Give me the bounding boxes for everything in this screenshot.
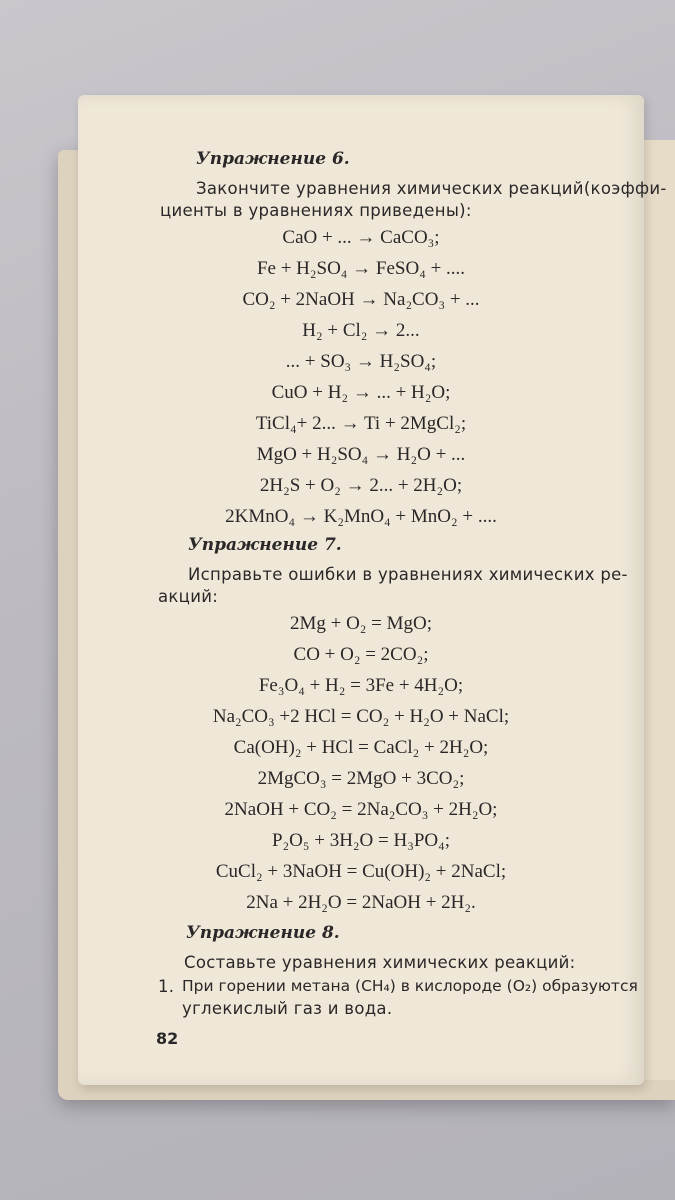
ex7-equation: 2Na + 2H₂O = 2NaOH + 2H₂. (246, 892, 476, 913)
ex6-equation: ... + SO₃ → H₂SO₄; (285, 351, 437, 372)
ex7-equation: Fe₃O₄ + H₂ = 3Fe + 4H₂O; (258, 675, 464, 696)
ex7-equation: CO + O₂ = 2CO₂; (293, 644, 429, 665)
exercise-6-text-line2: циенты в уравнениях приведены): (160, 201, 472, 220)
ex7-equation: 2Mg + O₂ = MgO; (289, 613, 433, 634)
ex6-equation: CO₂ + 2NaOH → Na₂CO₃ + ... (242, 289, 480, 310)
page-number: 82 (156, 1029, 179, 1048)
exercise-7-text-line2: акций: (158, 587, 219, 606)
exercise-8-heading: Упражнение 8. (186, 923, 340, 943)
exercise-8-item1-line2: углекислый газ и вода. (182, 999, 393, 1018)
ex6-equation: 2KMnO₄ → K₂MnO₄ + MnO₂ + .... (225, 506, 497, 527)
ex6-equation: CuO + H₂ → ... + H₂O; (271, 382, 451, 403)
book-page (78, 95, 667, 1085)
ex7-equation: Ca(OH)₂ + HCl = CaCl₂ + 2H₂O; (233, 737, 489, 758)
ex6-equation: TiCl₄+ 2... → Ti + 2MgCl₂; (255, 413, 467, 434)
ex7-equation: CuCl₂ + 3NaOH = Cu(OH)₂ + 2NaCl; (215, 861, 507, 882)
ex6-equation: Fe + H₂SO₄ → FeSO₄ + .... (256, 258, 466, 279)
exercise-8-text: Составьте уравнения химических реакций: (184, 953, 576, 972)
ex7-equation: 2NaOH + CO₂ = 2Na₂CO₃ + 2H₂O; (224, 799, 498, 820)
exercise-8-item1-line1: При горении метана (CH₄) в кислороде (O₂) образуются (182, 977, 638, 995)
ex7-equation: Na₂CO₃ +2 HCl = CO₂ + H₂O + NaCl; (212, 706, 510, 727)
exercise-7-heading: Упражнение 7. (188, 535, 342, 555)
ex7-equation: P₂O₅ + 3H₂O = H₃PO₄; (271, 830, 451, 851)
ex6-equation: H₂ + Cl₂ → 2... (302, 320, 420, 341)
exercise-7-text-line1: Исправьте ошибки в уравнениях химических ре- (188, 565, 628, 584)
ex6-equation: CaO + ... → CaCO₃; (282, 227, 440, 248)
ex6-equation: 2H₂S + O₂ → 2... + 2H₂O; (259, 475, 463, 496)
ex7-equation: 2MgCO₃ = 2MgO + 3CO₂; (257, 768, 465, 789)
exercise-6-text-line1: Закончите уравнения химических реакций(коэффи- (196, 179, 667, 198)
exercise-8-item-number: 1. (158, 977, 175, 996)
ex6-equation: MgO + H₂SO₄ → H₂O + ... (256, 444, 466, 465)
exercise-6-heading: Упражнение 6. (196, 149, 350, 169)
